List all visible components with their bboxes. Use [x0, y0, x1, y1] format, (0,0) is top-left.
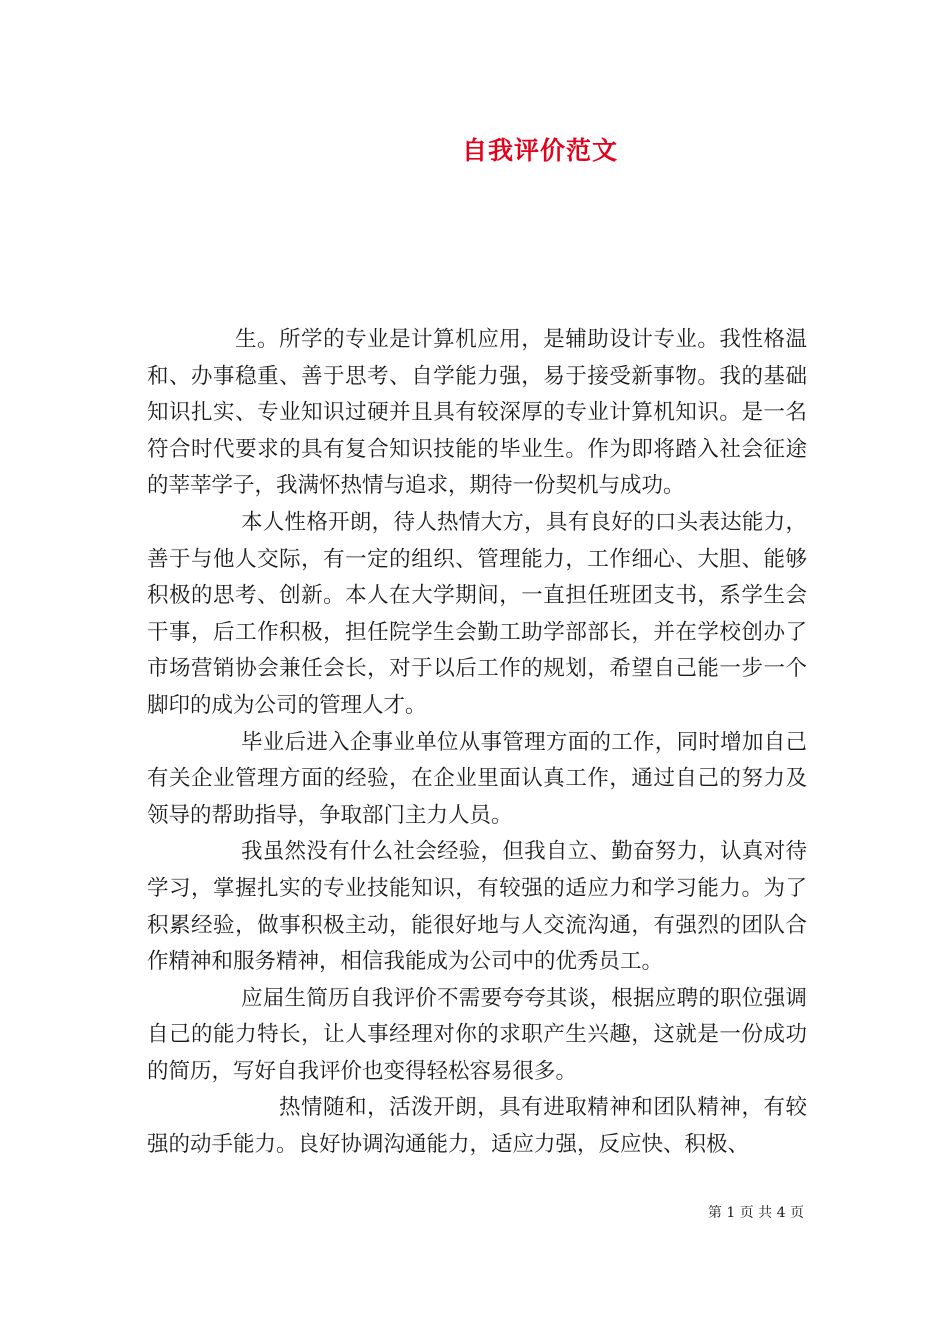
paragraph-3: 毕业后进入企事业单位从事管理方面的工作，同时增加自己有关企业管理方面的经验，在企业里面认真工作，通过自己的努力及领导的帮助指导，争取部门主力人员。 — [147, 729, 807, 828]
paragraph-1: 生。所学的专业是计算机应用，是辅助设计专业。我性格温和、办事稳重、善于思考、自学能力强，易于接受新事物。我的基础知识扎实、专业知识过硬并且具有较深厚的专业计算机知识。是一名符合时代要求的具有复合知识技能的毕业生。作为即将踏入社会征途的莘莘学子，我满怀热情与追求，期待一份契机与成功。 — [147, 327, 807, 499]
document-title: 自我评价范文 — [461, 136, 618, 165]
paragraph-4: 我虽然没有什么社会经验，但我自立、勤奋努力，认真对待学习，掌握扎实的专业技能知识，有较强的适应力和学习能力。为了积累经验，做事积极主动，能很好地与人交流沟通，有强烈的团队合作精神和服务精神，相信我能成为公司中的优秀员工。 — [147, 839, 807, 975]
paragraph-6: 热情随和，活泼开朗，具有进取精神和团队精神，有较强的动手能力。良好协调沟通能力，适应力强，反应快、积极、 — [147, 1095, 807, 1158]
paragraph-2: 本人性格开朗，待人热情大方，具有良好的口头表达能力，善于与他人交际，有一定的组织、管理能力，工作细心、大胆、能够积极的思考、创新。本人在大学期间，一直担任班团支书，系学生会干事，后工作积极，担任院学生会勤工助学部部长，并在学校创办了市场营销协会兼任会长，对于以后工作的规划，希望自己能一步一个脚印的成为公司的管理人才。 — [147, 509, 807, 718]
document-body — [147, 322, 807, 1164]
page-number-footer: 第 1 页 共 4 页 — [707, 1205, 804, 1221]
paragraph-5: 应届生简历自我评价不需要夸夸其谈，根据应聘的职位强调自己的能力特长，让人事经理对你的求职产生兴趣，这就是一份成功的简历，写好自我评价也变得轻松容易很多。 — [147, 985, 807, 1084]
